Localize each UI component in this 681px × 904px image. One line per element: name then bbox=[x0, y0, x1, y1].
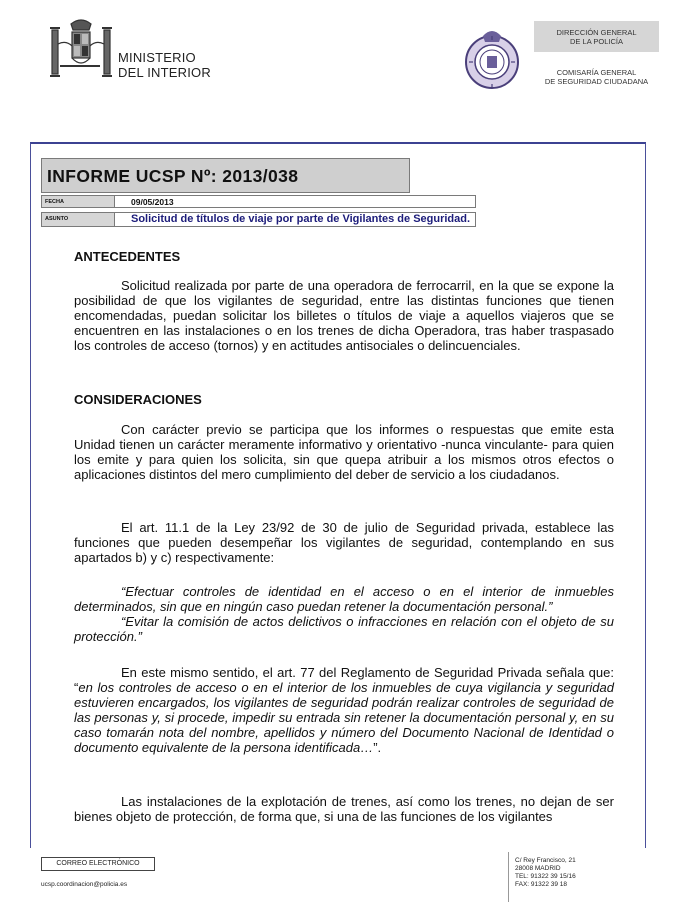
postal-address bbox=[515, 857, 576, 889]
dg-line-2: DE LA POLICÍA bbox=[570, 36, 623, 46]
direccion-general-box bbox=[534, 21, 659, 52]
address-tel: TEL: 91322 39 15/16 bbox=[515, 873, 576, 880]
address-street: C/ Rey Francisco, 21 bbox=[515, 857, 576, 864]
comisaria-general bbox=[530, 68, 663, 86]
p3-italic: en los controles de acceso o en el interior de los inmuebles de cuya vigilancia y seguridad estuvieren encargados, los vigilantes de seguridad podrán realizar controles de seguridad de las personas y, si procede, impedir su entrada sin retener la documentación personal y, en su caso tomarán nota del nombre, apellidos y número del Documento Nacional de Identidad o documento equivalente de la persona identificada… bbox=[74, 679, 614, 755]
p3-tail: ”. bbox=[373, 739, 382, 755]
cgsc-line-2: DE SEGURIDAD CIUDADANA bbox=[544, 77, 649, 86]
fecha-label: FECHA bbox=[42, 196, 115, 207]
address-divider bbox=[508, 852, 509, 902]
consideraciones-paragraph-4: Las instalaciones de la explotación de trenes, así como los trenes, no dejan de ser bienes objeto de protección, de forma que, si una de las funciones de los vigilantes bbox=[74, 794, 614, 824]
ministry-name bbox=[118, 50, 211, 80]
consideraciones-paragraph-2: El art. 11.1 de la Ley 23/92 de 30 de julio de Seguridad privada, establece las funciones que pueden desempeñar los vigilantes de seguridad, contemplando en sus apartados b) y c) respectivamente: bbox=[74, 520, 614, 565]
ministry-line-1: MINISTERIO bbox=[118, 50, 196, 65]
address-fax: FAX: 91322 39 18 bbox=[515, 881, 568, 888]
p3-lead: En este mismo sentido, el art. 77 del Reglamento de Seguridad Privada señala que: “ bbox=[74, 665, 614, 695]
fecha-row bbox=[41, 195, 476, 208]
quote-1: “Efectuar controles de identidad en el acceso o en el interior de inmuebles determinados, sin que en ningún caso puedan retener la documentación personal.” bbox=[74, 584, 614, 614]
correo-electronico-label: CORREO ELECTRÓNICO bbox=[41, 857, 155, 871]
cgsc-line-1: COMISARÍA GENERAL bbox=[556, 68, 637, 77]
ministry-coat-of-arms-icon bbox=[46, 14, 116, 86]
consideraciones-paragraph-3 bbox=[74, 666, 614, 755]
dg-line-1: DIRECCIÓN GENERAL bbox=[556, 27, 637, 37]
email-address[interactable]: ucsp.coordinacion@policia.es bbox=[41, 881, 128, 888]
ministry-line-2: DEL INTERIOR bbox=[118, 65, 211, 80]
fecha-value: 09/05/2013 bbox=[131, 197, 174, 207]
address-city: 28008 MADRID bbox=[515, 865, 561, 872]
antecedentes-paragraph: Solicitud realizada por parte de una operadora de ferrocarril, en la que se expone la posibilidad de que los vigilantes de seguridad, entre las distintas funciones que tienen encomendadas, puedan solicitar los billetes o títulos de viaje a aquellos viajeros que se encuentren en las instalaciones o en los trenes de dicha Operadora, tras haber traspasado los controles de acceso (tornos) y en actitudes antisociales o delincuenciales. bbox=[74, 278, 614, 353]
consideraciones-paragraph-1: Con carácter previo se participa que los informes o respuestas que emite esta Unidad tienen un carácter meramente informativo y orientativo -nunca vinculante- para quien los emite y para quien los solicita, sin que quepa atribuir a los mismos otros efectos o aplicaciones distintos del mero cumplimiento del deber de servicio a los ciudadanos. bbox=[74, 422, 614, 482]
antecedentes-heading: ANTECEDENTES bbox=[74, 249, 181, 264]
consideraciones-heading: CONSIDERACIONES bbox=[74, 392, 202, 407]
police-emblem-icon bbox=[461, 26, 523, 92]
report-title: INFORME UCSP Nº: 2013/038 bbox=[41, 158, 410, 193]
asunto-row bbox=[41, 212, 476, 227]
quote-2: “Evitar la comisión de actos delictivos o infracciones en relación con el objeto de su protección.” bbox=[74, 614, 614, 644]
asunto-value: Solicitud de títulos de viaje por parte de Vigilantes de Seguridad. bbox=[131, 213, 471, 225]
asunto-label: ASUNTO bbox=[42, 213, 115, 226]
